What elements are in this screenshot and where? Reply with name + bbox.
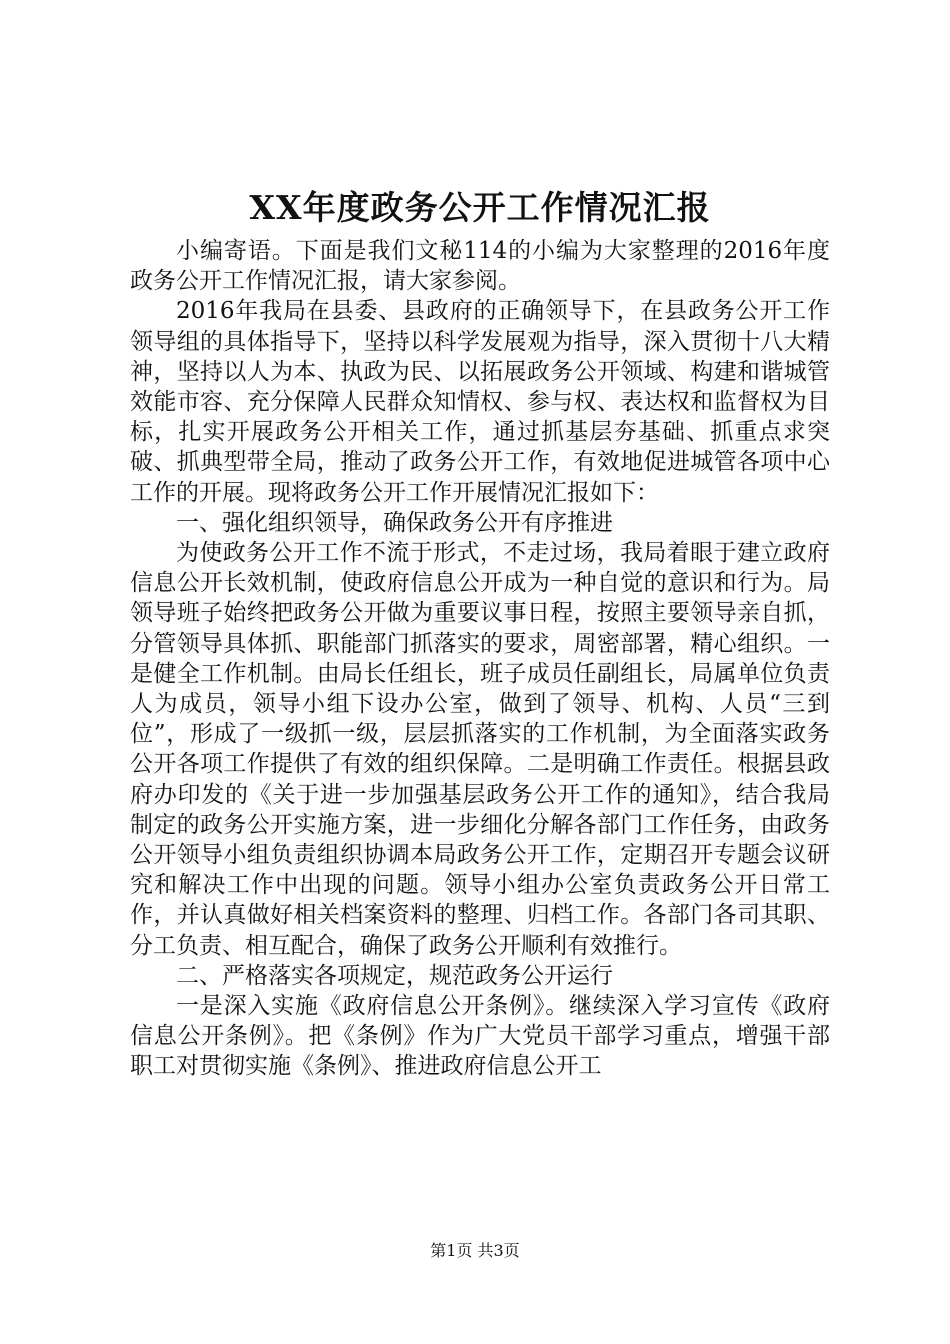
section-heading-2: 二、严格落实各项规定，规范政务公开运行 (176, 962, 613, 989)
section-heading-1: 一、强化组织领导，确保政务公开有序推进 (176, 509, 613, 536)
paragraph-section-2: 一是深入实施《政府信息公开条例》。继续深入学习宣传《政府信息公开条例》。把《条例》作为广大党员干部学习重点，增强干部职工对贯彻实施《条例》、推进政府信息公开工 (130, 993, 830, 1080)
paragraph-intro: 小编寄语。下面是我们文秘114的小编为大家整理的2016年度政务公开工作情况汇报，请大家参阅。 (130, 238, 830, 295)
document-body (130, 236, 830, 1082)
document-title: XX年度政务公开工作情况汇报 (249, 188, 711, 227)
page-indicator: 第1页 共3页 (430, 1241, 520, 1260)
paragraph-section-1: 为使政务公开工作不流于形式，不走过场，我局着眼于建立政府信息公开长效机制，使政府信息公开成为一种自觉的意识和行为。局领导班子始终把政务公开做为重要议事日程，按照主要领导亲自抓，分管领导具体抓、职能部门抓落实的要求，周密部署，精心组织。一是健全工作机制。由局长任组长，班子成员任副组长，局属单位负责人为成员，领导小组下设办公室，做到了领导、机构、人员“三到位”，形成了一级抓一级，层层抓落实的工作机制，为全面落实政务公开各项工作提供了有效的组织保障。二是明确工作责任。根据县政府办印发的《关于进一步加强基层政务公开工作的通知》，结合我局制定的政务公开实施方案，进一步细化分解各部门工作任务，由政务公开领导小组负责组织协调本局政务公开工作，定期召开专题会议研究和解决工作中出现的问题。领导小组办公室负责政务公开日常工作，并认真做好相关档案资料的整理、归档工作。各部门各司其职、分工负责、相互配合，确保了政务公开顺利有效推行。 (130, 540, 830, 959)
paragraph-summary: 2016年我局在县委、县政府的正确领导下，在县政务公开工作领导组的具体指导下，坚持以科学发展观为指导，深入贯彻十八大精神，坚持以人为本、执政为民、以拓展政务公开领域、构建和谐城管效能市容、充分保障人民群众知情权、参与权、表达权和监督权为目标，扎实开展政务公开相关工作，通过抓基层夯基础、抓重点求突破、抓典型带全局，推动了政务公开工作，有效地促进城管各项中心工作的开展。现将政务公开工作开展情况汇报如下： (130, 298, 830, 506)
